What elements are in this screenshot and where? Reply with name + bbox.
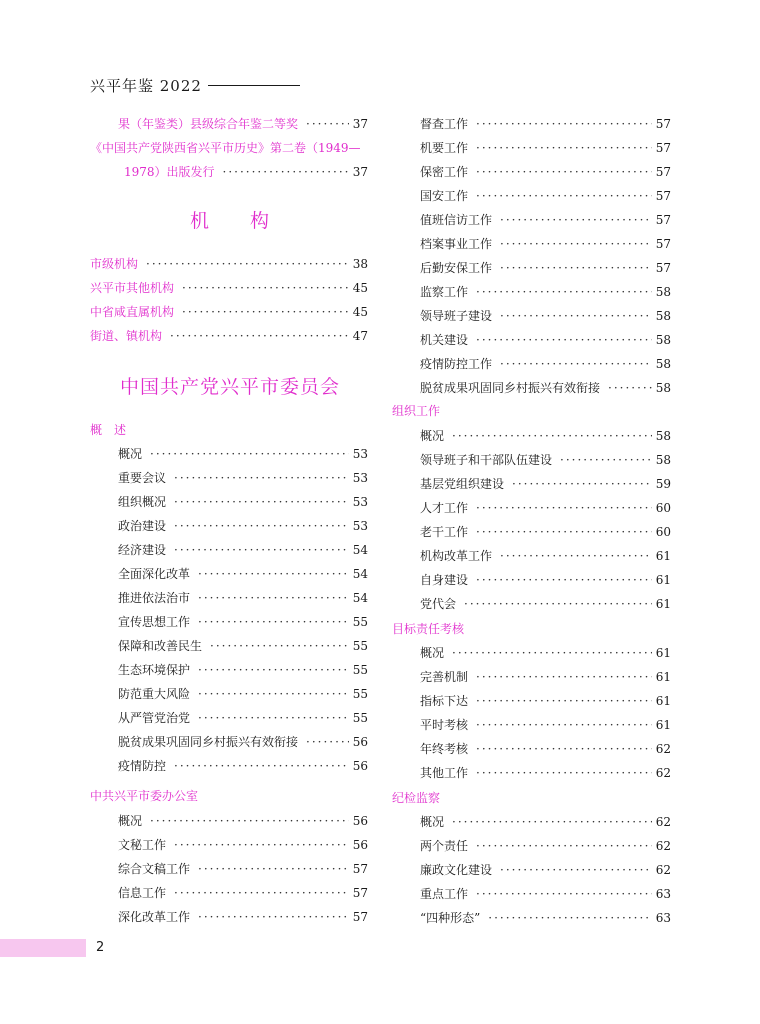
toc-entry[interactable]: 指标下达 ····· 61 [392,691,671,711]
dot-leader [174,835,349,855]
dot-leader [210,636,349,656]
dot-leader [306,732,349,752]
toc-entry[interactable]: 综合文稿工作 ····· 57 [90,859,368,879]
dot-leader [198,907,349,927]
subsection-heading-target: 目标责任考核 [392,622,465,636]
toc-entry[interactable]: 后勤安保工作 ····· 57 [392,258,671,278]
dot-leader [476,763,652,783]
running-header [90,74,300,96]
dot-leader [174,516,349,536]
dot-leader [198,859,349,879]
page-number: 2 [96,940,105,955]
toc-entry[interactable]: 街道、镇机构 ····· 47 [90,326,368,346]
toc-entry[interactable]: 机构改革工作 ····· 61 [392,546,671,566]
dot-leader [476,715,652,735]
toc-entry[interactable]: 防范重大风险 ····· 55 [90,684,368,704]
toc-entry[interactable]: 中省咸直属机构 ····· 45 [90,302,368,322]
dot-leader [488,908,651,928]
dot-leader [464,594,652,614]
dot-leader [198,708,349,728]
toc-entry[interactable]: 全面深化改革 ····· 54 [90,564,368,584]
section-title-cpc: 中国共产党兴平市委员会 [120,376,341,398]
toc-entry[interactable]: 保密工作 ····· 57 [392,162,671,182]
dot-leader [476,498,652,518]
toc-entry[interactable]: “四种形态” ····· 63 [392,908,671,928]
dot-leader [174,540,349,560]
toc-entry[interactable]: 经济建设 ····· 54 [90,540,368,560]
toc-entry[interactable]: 基层党组织建设 ····· 59 [392,474,671,494]
toc-entry[interactable]: 疫情防控 ····· 56 [90,756,368,776]
section-title-jigou: 机 构 [190,210,271,232]
dot-leader [174,756,349,776]
dot-leader [174,468,349,488]
dot-leader [452,643,652,663]
dot-leader [476,282,652,302]
toc-entry[interactable]: 廉政文化建设 ····· 62 [392,860,671,880]
dot-leader [608,378,652,398]
header-title: 兴平年鉴 2022 [90,76,202,95]
dot-leader [476,186,652,206]
dot-leader [500,234,652,254]
dot-leader [500,210,652,230]
toc-entry[interactable]: 国安工作 ····· 57 [392,186,671,206]
dot-leader [500,306,652,326]
toc-entry[interactable]: 市级机构 ····· 38 [90,254,368,274]
header-rule [208,85,300,86]
toc-entry[interactable]: 两个责任 ····· 62 [392,836,671,856]
toc-entry[interactable]: 机要工作 ····· 57 [392,138,671,158]
toc-entry[interactable]: 保障和改善民生 ····· 55 [90,636,368,656]
toc-entry[interactable]: 从严管党治党 ····· 55 [90,708,368,728]
toc-entry[interactable]: 宣传思想工作 ····· 55 [90,612,368,632]
dot-leader [560,450,652,470]
dot-leader [500,354,652,374]
dot-leader [170,326,349,346]
toc-entry[interactable]: 深化改革工作 ····· 57 [90,907,368,927]
toc-entry[interactable]: 政治建设 ····· 53 [90,516,368,536]
dot-leader [146,254,349,274]
toc-entry[interactable]: 《中国共产党陕西省兴平市历史》第二卷（1949— [90,141,361,155]
toc-entry[interactable]: 兴平市其他机构 ····· 45 [90,278,368,298]
dot-leader [476,691,652,711]
dot-leader [476,570,652,590]
subsection-heading-overview: 概 述 [90,423,127,437]
toc-entry[interactable]: 概况 ····· 58 [392,426,671,446]
toc-entry[interactable]: 自身建设 ····· 61 [392,570,671,590]
dot-leader [150,444,349,464]
dot-leader [198,660,349,680]
toc-entry[interactable]: 人才工作 ····· 60 [392,498,671,518]
dot-leader [500,860,652,880]
toc-entry[interactable]: 果（年鉴类）县级综合年鉴二等奖 ····· 37 [90,114,368,134]
dot-leader [476,114,652,134]
toc-entry[interactable]: 1978）出版发行 ····· 37 [90,162,368,182]
subsection-heading-org: 组织工作 [392,404,441,418]
toc-entry[interactable]: 档案事业工作 ····· 57 [392,234,671,254]
dot-leader [223,162,349,182]
toc-entry[interactable]: 推进依法治市 ····· 54 [90,588,368,608]
dot-leader [150,811,349,831]
dot-leader [500,258,652,278]
toc-entry[interactable]: 平时考核 ····· 61 [392,715,671,735]
dot-leader [476,138,652,158]
dot-leader [198,684,349,704]
dot-leader [198,564,349,584]
dot-leader [306,114,349,134]
toc-entry[interactable]: 党代会 ····· 61 [392,594,671,614]
dot-leader [500,546,652,566]
toc-entry[interactable]: 监察工作 ····· 58 [392,282,671,302]
toc-entry[interactable]: 年终考核 ····· 62 [392,739,671,759]
dot-leader [182,302,349,322]
dot-leader [182,278,349,298]
dot-leader [476,884,652,904]
toc-entry[interactable]: 机关建设 ····· 58 [392,330,671,350]
dot-leader [452,426,652,446]
toc-entry[interactable]: 概况 ····· 56 [90,811,368,831]
toc-entry[interactable]: 其他工作 ····· 62 [392,763,671,783]
dot-leader [476,739,652,759]
toc-entry[interactable]: 概况 ····· 62 [392,812,671,832]
dot-leader [476,330,652,350]
toc-entry[interactable]: 重点工作 ····· 63 [392,884,671,904]
footer-bar [0,939,86,957]
dot-leader [174,883,349,903]
dot-leader [452,812,652,832]
toc-entry[interactable]: 组织概况 ····· 53 [90,492,368,512]
subsection-heading-office: 中共兴平市委办公室 [90,789,199,803]
toc-entry[interactable]: 领导班子和干部队伍建设 ····· 58 [392,450,671,470]
dot-leader [476,667,652,687]
toc-entry[interactable]: 疫情防控工作 ····· 58 [392,354,671,374]
toc-entry[interactable]: 督查工作 ····· 57 [392,114,671,134]
dot-leader [476,522,652,542]
dot-leader [512,474,652,494]
toc-entry[interactable]: 老干工作 ····· 60 [392,522,671,542]
toc-entry[interactable]: 脱贫成果巩固同乡村振兴有效衔接 ····· 58 [392,378,671,398]
dot-leader [198,588,349,608]
toc-entry[interactable]: 概况 ····· 53 [90,444,368,464]
toc-entry[interactable]: 完善机制 ····· 61 [392,667,671,687]
toc-entry[interactable]: 脱贫成果巩固同乡村振兴有效衔接 ····· 56 [90,732,368,752]
toc-entry[interactable]: 领导班子建设 ····· 58 [392,306,671,326]
toc-entry[interactable]: 值班信访工作 ····· 57 [392,210,671,230]
toc-entry[interactable]: 重要会议 ····· 53 [90,468,368,488]
dot-leader [198,612,349,632]
toc-entry[interactable]: 生态环境保护 ····· 55 [90,660,368,680]
dot-leader [476,162,652,182]
toc-entry[interactable]: 概况 ····· 61 [392,643,671,663]
toc-entry[interactable]: 文秘工作 ····· 56 [90,835,368,855]
dot-leader [476,836,652,856]
toc-entry[interactable]: 信息工作 ····· 57 [90,883,368,903]
dot-leader [174,492,349,512]
subsection-heading-discipline: 纪检监察 [392,791,441,805]
